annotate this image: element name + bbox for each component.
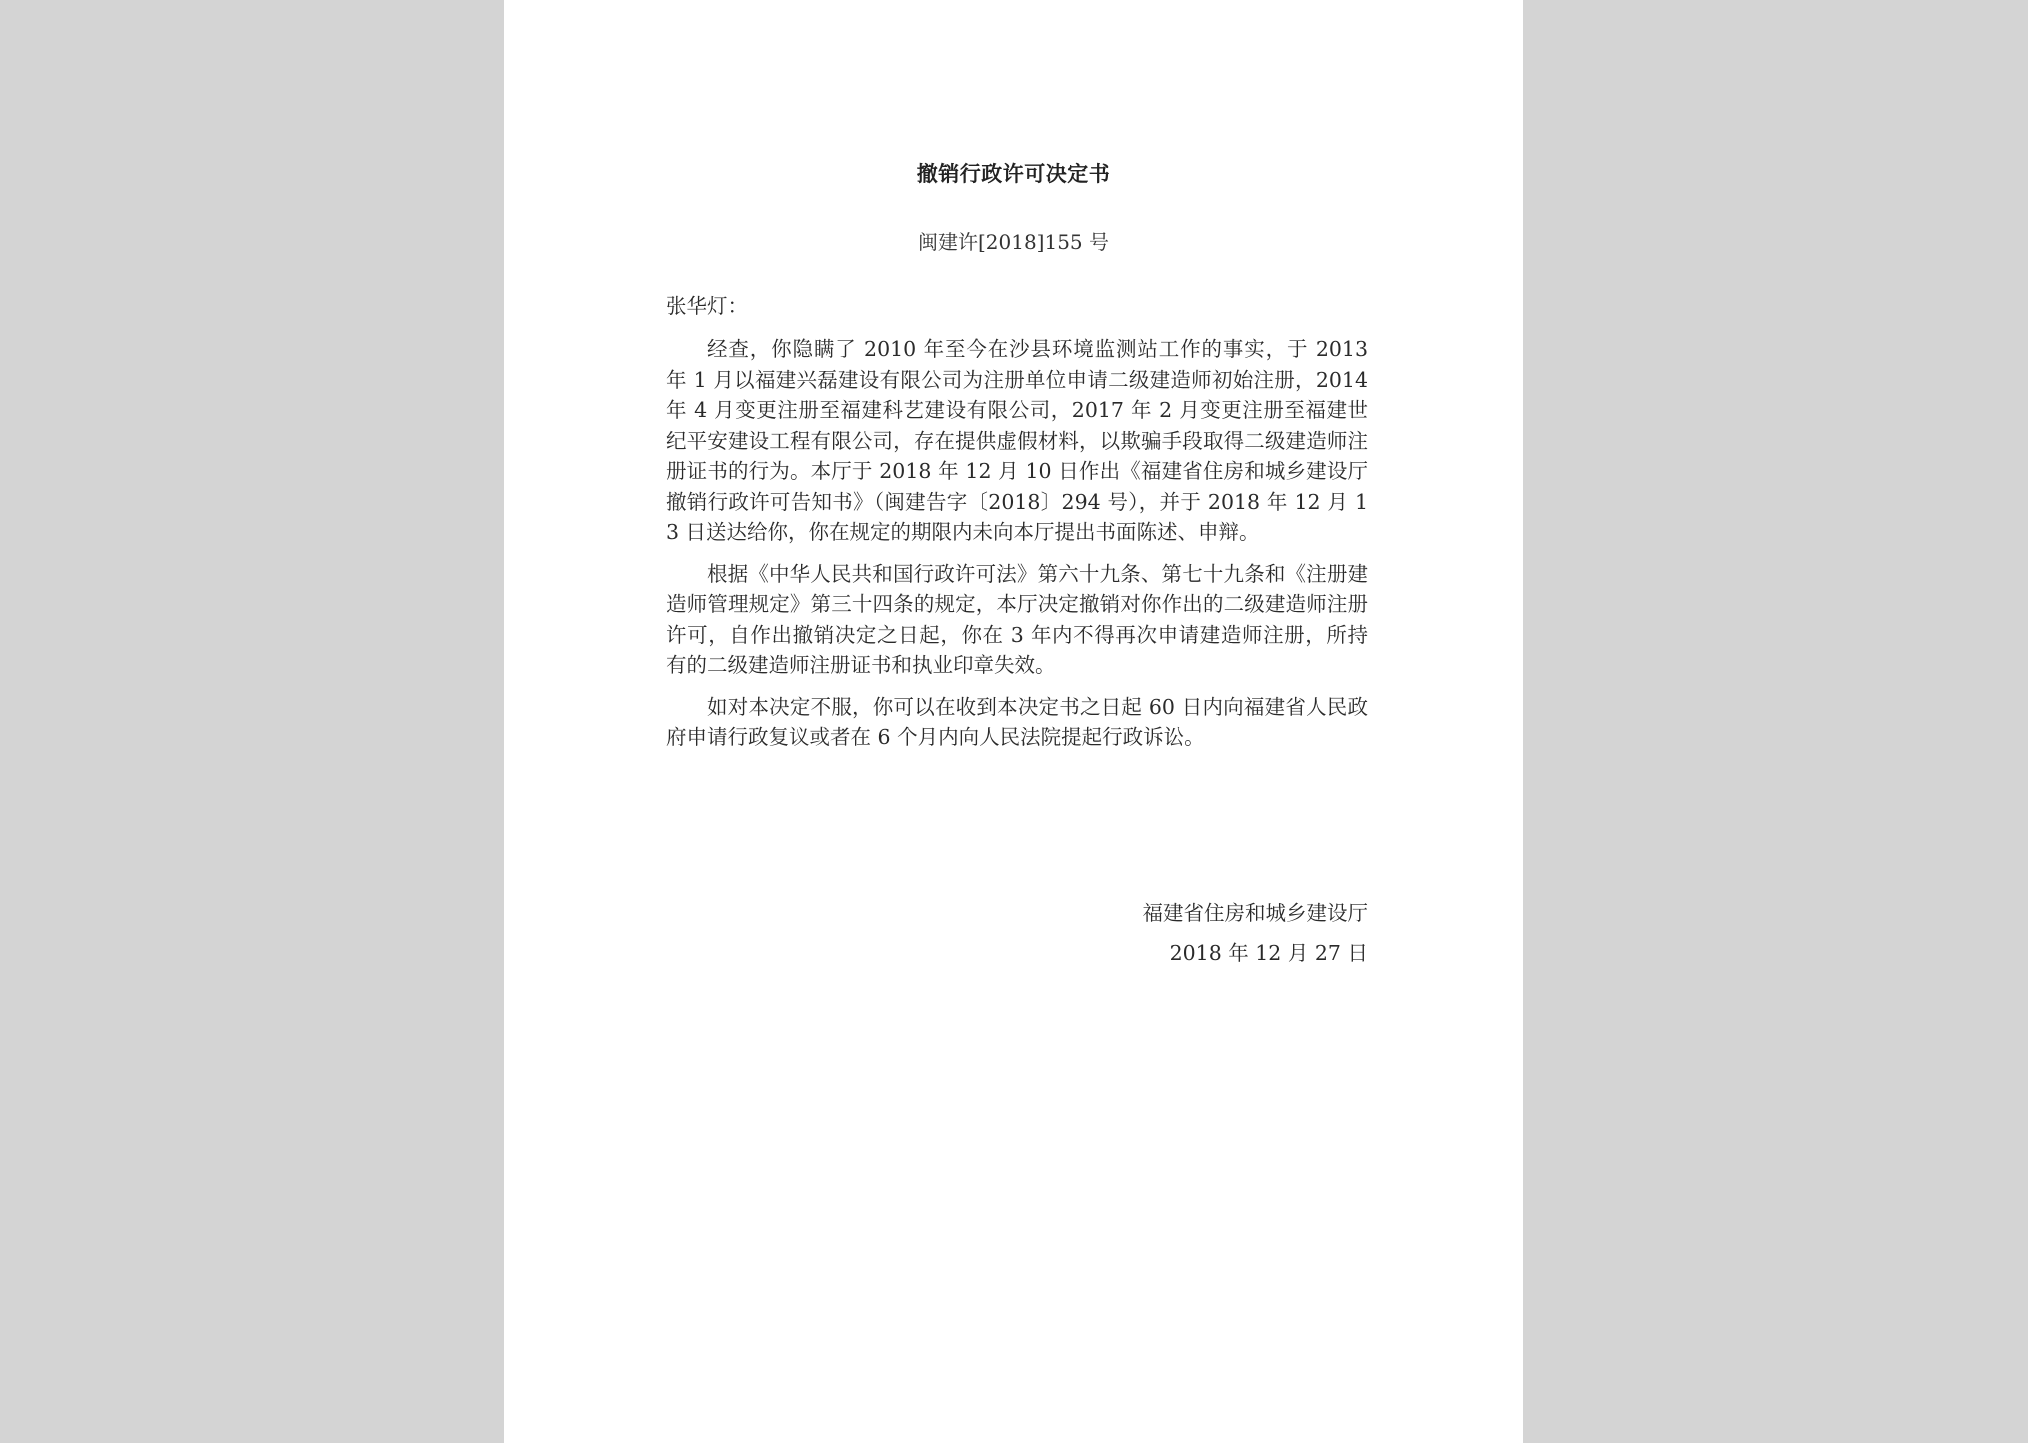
document-body	[666, 334, 1368, 764]
document-number: 闽建许[2018]155 号	[917, 230, 1110, 254]
signature-date: 2018 年 12 月 27 日	[1169, 941, 1368, 965]
paragraph-appeal: 如对本决定不服，你可以在收到本决定书之日起 60 日内向福建省人民政府申请行政复议或者在 6 个月内向人民法院提起行政诉讼。	[666, 694, 1368, 749]
paragraph-decision: 根据《中华人民共和国行政许可法》第六十九条、第七十九条和《注册建造师管理规定》第三十四条的规定，本厅决定撤销对你作出的二级建造师注册许可，自作出撤销决定之日起，你在 3 年内不得再次申请建造师注册，所持有的二级建造师注册证书和执业印章失效。	[666, 561, 1368, 677]
signature-block	[1143, 893, 1369, 973]
signature-organization: 福建省住房和城乡建设厅	[1142, 901, 1368, 925]
paragraph-findings: 经查，你隐瞒了 2010 年至今在沙县环境监测站工作的事实，于 2013 年 1 月以福建兴磊建设有限公司为注册单位申请二级建造师初始注册，2014 年 4 月变更注册至福建科艺建设有限公司，2017 年 2 月变更注册至福建世纪平安建设工程有限公司，存在提供虚假材料，以欺骗手段取得二级建造师注册证书的行为。本厅于 2018 年 12 月 10 日作出《福建省住房和城乡建设厅撤销行政许可告知书》（闽建告字〔2018〕294 号），并于 2018 年 12 月 13 日送达给你，你在规定的期限内未向本厅提出书面陈述、申辩。	[666, 337, 1368, 544]
document-title: 撤销行政许可决定书	[916, 162, 1111, 186]
salutation: 张华灯：	[666, 294, 748, 318]
document-page	[504, 0, 1523, 1443]
